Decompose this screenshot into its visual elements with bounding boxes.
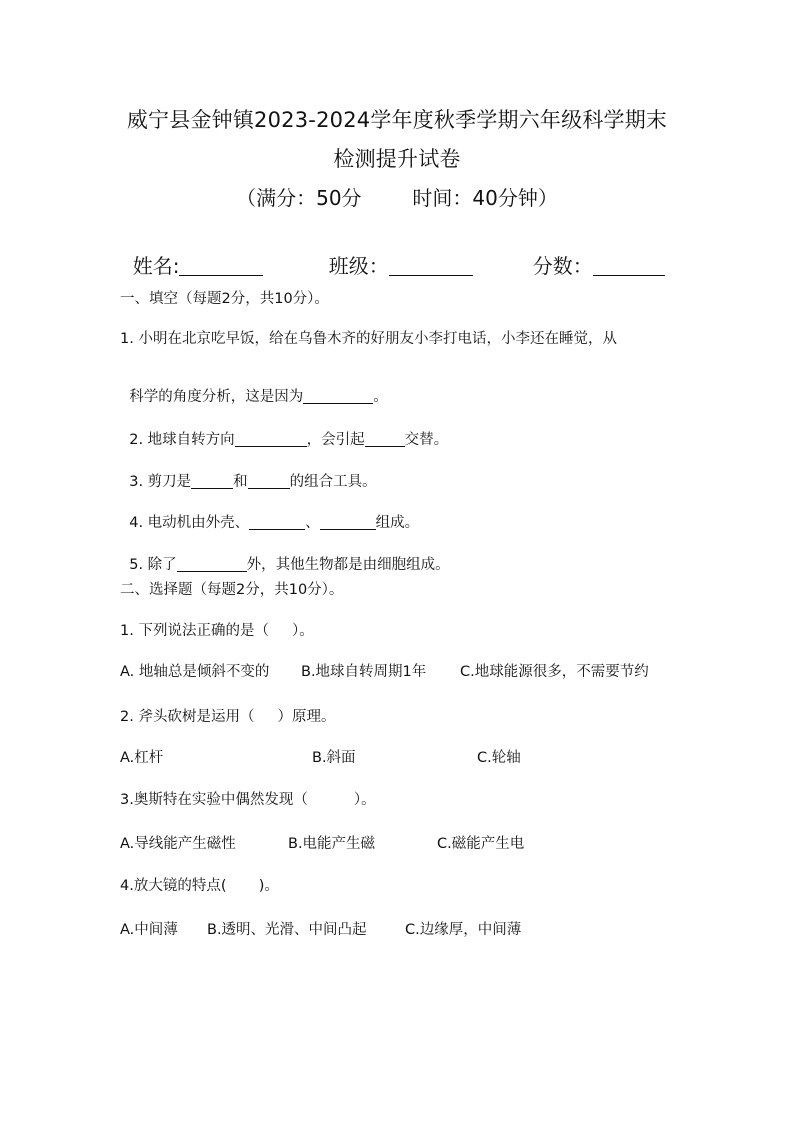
choice-q4-option-b[interactable]: B.透明、光滑、中间凸起 — [207, 922, 367, 938]
fill-q4-text: 4. 电动机由外壳、 — [129, 515, 250, 531]
fill-q5-blank[interactable] — [177, 557, 247, 573]
choice-q3-option-c[interactable]: C.磁能产生电 — [437, 836, 525, 852]
exam-title-line1: 威宁县金钟镇2023-2024学年度秋季学期六年级科学期末 — [126, 108, 668, 132]
choice-q2: 2. 斧头砍树是运用（ ）原理。 — [120, 709, 336, 725]
name-field — [120, 226, 263, 279]
fill-q3 — [120, 454, 377, 491]
fill-q1-text: 科学的角度分析，这是因为 — [129, 389, 304, 405]
fill-q3-mid: 和 — [233, 474, 248, 490]
choice-q4: 4.放大镜的特点( )。 — [120, 878, 279, 894]
choice-q1-option-a[interactable]: A. 地轴总是倾斜不变的 — [120, 664, 270, 680]
choice-q3-option-a[interactable]: A.导线能产生磁性 — [120, 836, 236, 852]
choice-q1-option-c[interactable]: C.地球能源很多，不需要节约 — [460, 664, 649, 680]
choice-q4-option-c[interactable]: C.边缘厚，中间薄 — [405, 922, 522, 938]
choice-q3-option-b[interactable]: B.电能产生磁 — [288, 836, 376, 852]
fill-q4-blank2[interactable] — [320, 515, 376, 531]
fill-q2-blank2[interactable] — [365, 432, 405, 448]
fill-q1-line2 — [120, 369, 388, 406]
class-blank[interactable] — [389, 255, 473, 276]
fill-q1-end: 。 — [373, 389, 388, 405]
name-label: 姓名: — [132, 254, 180, 278]
score-blank[interactable] — [593, 255, 665, 276]
class-label: 班级： — [328, 254, 389, 278]
fill-q4-end: 组成。 — [375, 515, 420, 531]
choice-q4-option-a[interactable]: A.中间薄 — [120, 922, 178, 938]
choice-q2-option-a[interactable]: A.杠杆 — [120, 750, 164, 766]
fill-q3-text: 3. 剪刀是 — [129, 474, 192, 490]
fill-q1-blank[interactable] — [303, 389, 373, 405]
section1-heading: 一、填空（每题2分，共10分）。 — [120, 291, 329, 307]
fill-q3-blank1[interactable] — [191, 474, 233, 490]
fill-q4-mid: 、 — [305, 515, 320, 531]
exam-title-line2: 检测提升试卷 — [333, 147, 461, 171]
fill-q3-blank2[interactable] — [248, 474, 290, 490]
choice-q2-option-c[interactable]: C.轮轴 — [477, 750, 521, 766]
name-blank[interactable] — [179, 255, 263, 276]
fill-q5-text: 5. 除了 — [129, 557, 177, 573]
score-label: 分数： — [532, 254, 593, 278]
choice-q1: 1. 下列说法正确的是（ ）。 — [120, 623, 314, 639]
score-field — [520, 226, 665, 279]
fill-q4 — [120, 495, 419, 532]
fill-q5 — [120, 537, 450, 574]
choice-q2-option-b[interactable]: B.斜面 — [312, 750, 356, 766]
fill-q2-end: 交替。 — [404, 432, 449, 448]
class-field — [316, 226, 473, 279]
fill-q5-end: 外，其他生物都是由细胞组成。 — [246, 557, 450, 573]
fill-q2-blank1[interactable] — [235, 432, 307, 448]
fill-q2-mid: ，会引起 — [306, 432, 365, 448]
score-time-info: （满分：50分 时间：40分钟） — [236, 186, 558, 210]
fill-q1-line1: 1. 小明在北京吃早饭，给在乌鲁木齐的好朋友小李打电话，小李还在睡觉，从 — [120, 331, 617, 347]
section2-heading: 二、选择题（每题2分，共10分）。 — [120, 582, 344, 598]
choice-q1-option-b[interactable]: B.地球自转周期1年 — [301, 664, 427, 680]
fill-q2-text: 2. 地球自转方向 — [129, 432, 235, 448]
fill-q3-end: 的组合工具。 — [289, 474, 377, 490]
choice-q3: 3.奥斯特在实验中偶然发现（ ）。 — [120, 792, 376, 808]
fill-q4-blank1[interactable] — [249, 515, 305, 531]
fill-q2 — [120, 412, 448, 449]
